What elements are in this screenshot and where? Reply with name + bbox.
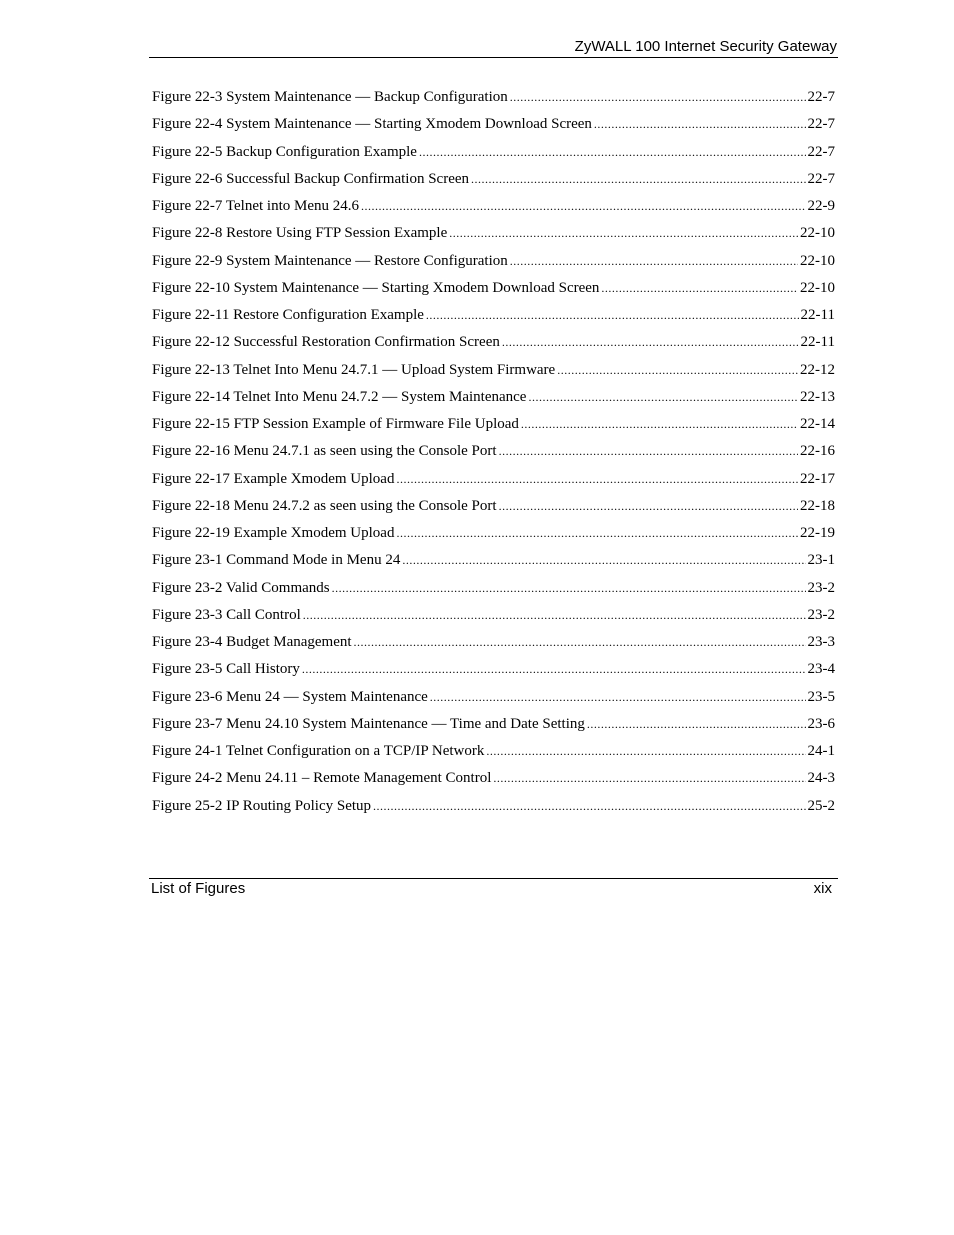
dot-leader	[493, 771, 805, 786]
dot-leader	[396, 526, 798, 541]
toc-entry[interactable]	[152, 580, 835, 607]
toc-entry-title: Figure 22-19 Example Xmodem Upload	[152, 525, 395, 541]
toc-entry-title: Figure 22-18 Menu 24.7.2 as seen using the Console Port	[152, 497, 497, 514]
footer-section-title: List of Figures	[151, 880, 246, 897]
toc-entry-title: Figure 22-13 Telnet Into Menu 24.7.1 — Upload System Firmware	[152, 361, 556, 378]
toc-entry-title: Figure 22-9 System Maintenance — Restore Configuration	[152, 252, 508, 269]
toc-entry-title: Figure 23-1 Command Mode in Menu 24	[152, 552, 401, 569]
toc-entry-title: Figure 22-16 Menu 24.7.1 as seen using the Console Port	[152, 443, 497, 460]
dot-leader	[594, 117, 806, 132]
toc-entry-page: 22-7	[807, 116, 835, 133]
dot-leader	[419, 145, 806, 160]
toc-entry-page: 22-17	[800, 470, 835, 487]
toc-entry-page: 22-19	[800, 525, 835, 541]
toc-entry-page: 23-4	[807, 661, 835, 678]
dot-leader	[354, 635, 806, 650]
dot-leader	[521, 417, 798, 432]
toc-entry-title: Figure 22-11 Restore Configuration Example	[152, 307, 424, 323]
dot-leader	[396, 472, 798, 487]
toc-entry-page: 23-5	[807, 688, 835, 705]
toc-entry-page: 22-11	[800, 334, 835, 351]
toc-entry-page: 23-2	[807, 579, 835, 596]
dot-leader	[499, 444, 798, 459]
toc-entry[interactable]	[152, 607, 835, 634]
toc-entry-page: 22-12	[800, 361, 835, 378]
toc-entry-title: Figure 22-5 Backup Configuration Example	[152, 143, 417, 160]
toc-entry-page: 22-7	[807, 143, 835, 160]
dot-leader	[471, 172, 805, 187]
toc-entry-page: 22-10	[800, 279, 835, 296]
toc-entry-title: Figure 23-7 Menu 24.10 System Maintenance — Time and Date Setting	[152, 715, 585, 732]
toc-entry-page: 23-2	[807, 606, 835, 623]
toc-entry-title: Figure 22-12 Successful Restoration Confirmation Screen	[152, 334, 500, 351]
toc-entry-title: Figure 24-1 Telnet Configuration on a TCP/IP Network	[152, 743, 485, 759]
dot-leader	[332, 581, 806, 596]
toc-entry-title: Figure 23-2 Valid Commands	[152, 579, 330, 596]
toc-entry-page: 23-6	[807, 715, 835, 732]
toc-entry[interactable]	[152, 634, 835, 661]
toc-entry-page: 23-3	[807, 634, 835, 650]
toc-entry-page: 25-2	[807, 797, 835, 814]
toc-entry-title: Figure 22-4 System Maintenance — Starting Xmodem Download Screen	[152, 116, 592, 133]
toc-entry[interactable]	[152, 661, 835, 688]
toc-entry-title: Figure 23-5 Call History	[152, 661, 300, 678]
dot-leader	[486, 744, 805, 759]
toc-entry[interactable]	[152, 525, 835, 552]
dot-leader	[402, 553, 805, 568]
toc-entry-page: 22-13	[800, 388, 835, 405]
toc-entry-title: Figure 22-14 Telnet Into Menu 24.7.2 — System Maintenance	[152, 388, 527, 405]
dot-leader	[361, 199, 806, 214]
toc-entry-page: 22-7	[807, 89, 835, 105]
toc-entry-page: 22-10	[800, 225, 835, 242]
toc-entry-page: 22-7	[807, 170, 835, 187]
toc-entry[interactable]	[152, 225, 835, 252]
running-header-title: ZyWALL 100 Internet Security Gateway	[574, 38, 837, 55]
toc-entry[interactable]	[152, 389, 835, 416]
dot-leader	[587, 717, 806, 732]
toc-entry[interactable]	[152, 171, 835, 198]
footer-rule	[149, 878, 838, 879]
toc-entry-title: Figure 24-2 Menu 24.11 – Remote Management Control	[152, 770, 492, 787]
toc-entry[interactable]	[152, 716, 835, 743]
toc-entry[interactable]	[152, 798, 835, 825]
toc-entry[interactable]	[152, 144, 835, 171]
toc-entry-page: 22-9	[807, 198, 835, 214]
toc-entry[interactable]	[152, 198, 835, 225]
toc-entry-page: 24-1	[807, 743, 835, 759]
toc-entry[interactable]	[152, 89, 835, 116]
toc-entry-page: 22-14	[800, 416, 835, 432]
toc-entry[interactable]	[152, 307, 835, 334]
header-rule	[149, 57, 838, 58]
footer-page-number: xix	[813, 880, 832, 897]
toc-entry-title: Figure 22-10 System Maintenance — Starting Xmodem Download Screen	[152, 279, 600, 296]
dot-leader	[557, 363, 798, 378]
toc-entry[interactable]	[152, 552, 835, 579]
toc-entry[interactable]	[152, 498, 835, 525]
toc-entry-title: Figure 23-3 Call Control	[152, 606, 301, 623]
toc-entry[interactable]	[152, 116, 835, 143]
dot-leader	[430, 690, 806, 705]
toc-entry-page: 24-3	[807, 770, 835, 787]
dot-leader	[502, 335, 799, 350]
toc-entry-title: Figure 23-6 Menu 24 — System Maintenance	[152, 688, 428, 705]
toc-entry-title: Figure 22-15 FTP Session Example of Firmware File Upload	[152, 416, 519, 432]
toc-entry-page: 22-11	[800, 307, 835, 323]
dot-leader	[510, 90, 806, 105]
dot-leader	[449, 226, 798, 241]
toc-entry-title: Figure 22-7 Telnet into Menu 24.6	[152, 198, 359, 214]
toc-entry[interactable]	[152, 770, 835, 797]
toc-entry[interactable]	[152, 743, 835, 770]
toc-entry[interactable]	[152, 253, 835, 280]
toc-entry-title: Figure 22-8 Restore Using FTP Session Example	[152, 225, 448, 242]
dot-leader	[528, 390, 798, 405]
toc-entry[interactable]	[152, 471, 835, 498]
toc-entry-title: Figure 22-17 Example Xmodem Upload	[152, 470, 395, 487]
dot-leader	[499, 499, 798, 514]
toc-entry[interactable]	[152, 689, 835, 716]
dot-leader	[302, 662, 806, 677]
dot-leader	[510, 254, 798, 269]
toc-entry-page: 22-10	[800, 252, 835, 269]
toc-entry-title: Figure 25-2 IP Routing Policy Setup	[152, 797, 372, 814]
dot-leader	[373, 799, 805, 814]
toc-entry[interactable]	[152, 280, 835, 307]
toc-entry-title: Figure 23-4 Budget Management	[152, 634, 352, 650]
dot-leader	[303, 608, 806, 623]
toc-entry-title: Figure 22-3 System Maintenance — Backup Configuration	[152, 89, 508, 105]
list-of-figures	[152, 89, 835, 825]
toc-entry[interactable]	[152, 443, 835, 470]
toc-entry-title: Figure 22-6 Successful Backup Confirmation Screen	[152, 170, 470, 187]
toc-entry[interactable]	[152, 416, 835, 443]
toc-entry-page: 22-16	[800, 443, 835, 460]
toc-entry-page: 23-1	[807, 552, 835, 569]
dot-leader	[601, 281, 798, 296]
toc-entry-page: 22-18	[800, 497, 835, 514]
toc-entry[interactable]	[152, 334, 835, 361]
dot-leader	[426, 308, 799, 323]
toc-entry[interactable]	[152, 362, 835, 389]
